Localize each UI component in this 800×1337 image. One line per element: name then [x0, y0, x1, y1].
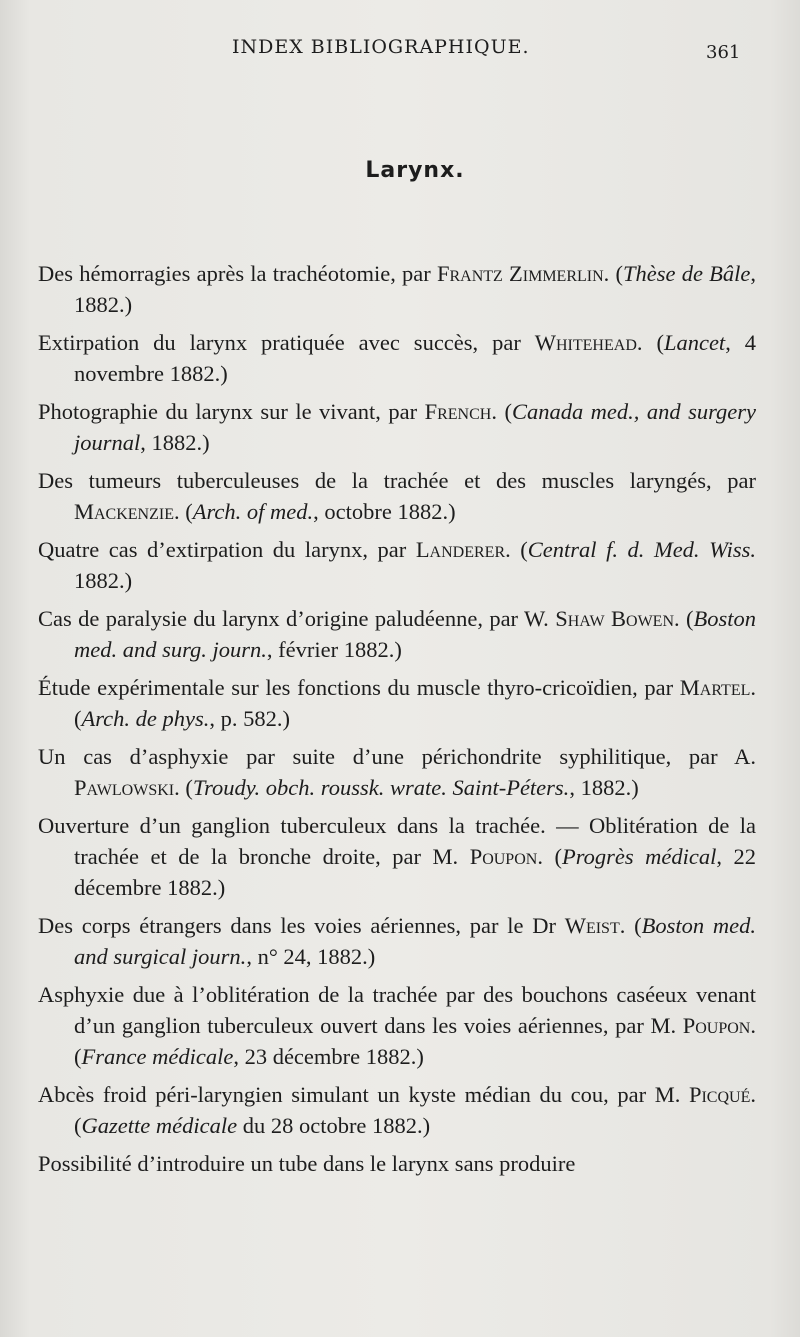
entry-author: Mackenzie: [74, 499, 174, 524]
page-header: [0, 36, 800, 66]
entry-author: French: [424, 399, 492, 424]
bibliography-entry: Cas de paralysie du larynx d’origine paludéenne, par W. Shaw Bowen. (Boston med. and surg. journ., février 1882.): [38, 606, 757, 662]
running-title: INDEX BIBLIOGRAPHIQUE.: [232, 36, 530, 58]
entry-source: Progrès médical: [561, 844, 717, 869]
entry-author: Shaw Bowen: [555, 606, 674, 631]
bibliography-entry: Quatre cas d’extirpation du larynx, par Landerer. (Central f. d. Med. Wiss. 1882.): [38, 537, 756, 593]
bibliography-entry: Ouverture d’un ganglion tuberculeux dans la trachée. — Oblitération de la trachée et de la bronche droite, par M. Poupon. (Progrès médical, 22 décembre 1882.): [38, 813, 757, 900]
bibliography-entry: Des corps étrangers dans les voies aériennes, par le Dr Weist. (Boston med. and surgical journ., n° 24, 1882.): [38, 913, 756, 969]
entry-source: Arch. de phys.: [81, 706, 210, 731]
bibliography-entry: Extirpation du larynx pratiquée avec succès, par Whitehead. (Lancet, 4 novembre 1882.): [38, 330, 756, 386]
bibliography-entry: Un cas d’asphyxie par suite d’une périchondrite syphilitique, par A. Pawlowski. (Troudy. obch. roussk. wrate. Saint-Péters., 1882.): [38, 744, 756, 800]
bibliography-entry: Des hémorragies après la trachéotomie, par Frantz Zimmerlin. (Thèse de Bâle, 1882.): [38, 261, 757, 317]
bibliography-entry: Possibilité d’introduire un tube dans le larynx sans produire: [38, 1151, 576, 1176]
bibliography-list: [38, 258, 756, 1186]
bibliography-entry: Asphyxie due à l’oblitération de la trachée par des bouchons caséeux venant d’un ganglion tuberculeux ouvert dans les voies aériennes, par M. Poupon. (France médicale, 23 décembre 1882.): [38, 982, 756, 1069]
entry-source: Boston med. and surgical journ.: [74, 913, 756, 969]
bibliography-entry: Étude expérimentale sur les fonctions du muscle thyro-cricoïdien, par Martel. (Arch. de phys., p. 582.): [38, 675, 756, 731]
entry-source: Arch. of med.: [192, 499, 314, 524]
page-number: 361: [706, 42, 741, 63]
entry-source: Lancet: [663, 330, 726, 355]
entry-author: Whitehead: [534, 330, 637, 355]
entry-source: Canada med., and surgery journal: [74, 399, 756, 455]
entry-author: Frantz Zimmerlin: [436, 261, 604, 286]
bibliography-entry: Photographie du larynx sur le vivant, par French. (Canada med., and surgery journal, 1882.): [38, 399, 756, 455]
entry-author: Picqué: [688, 1082, 751, 1107]
bibliography-entry: Des tumeurs tuberculeuses de la trachée et des muscles laryngés, par Mackenzie. (Arch. of med., octobre 1882.): [38, 468, 756, 524]
entry-author: Martel: [679, 675, 751, 700]
section-title: Larynx.: [365, 158, 465, 183]
entry-source: France médicale: [81, 1044, 234, 1069]
entry-author: Pawlowski: [74, 775, 175, 800]
entry-source: Troudy. obch. roussk. wrate. Saint-Péters.: [192, 775, 570, 800]
entry-source: Gazette médicale: [81, 1113, 238, 1138]
entry-author: Poupon: [682, 1013, 751, 1038]
entry-author: Landerer: [415, 537, 506, 562]
entry-source: Boston med. and surg. journ.: [74, 606, 757, 662]
entry-author: Weist: [564, 913, 620, 938]
entry-author: Poupon: [469, 844, 538, 869]
entry-source: Central f. d. Med. Wiss.: [527, 537, 756, 562]
bibliography-entry: Abcès froid péri-laryngien simulant un kyste médian du cou, par M. Picqué. (Gazette médicale du 28 octobre 1882.): [38, 1082, 756, 1138]
entry-source: Thèse de Bâle: [623, 261, 751, 286]
